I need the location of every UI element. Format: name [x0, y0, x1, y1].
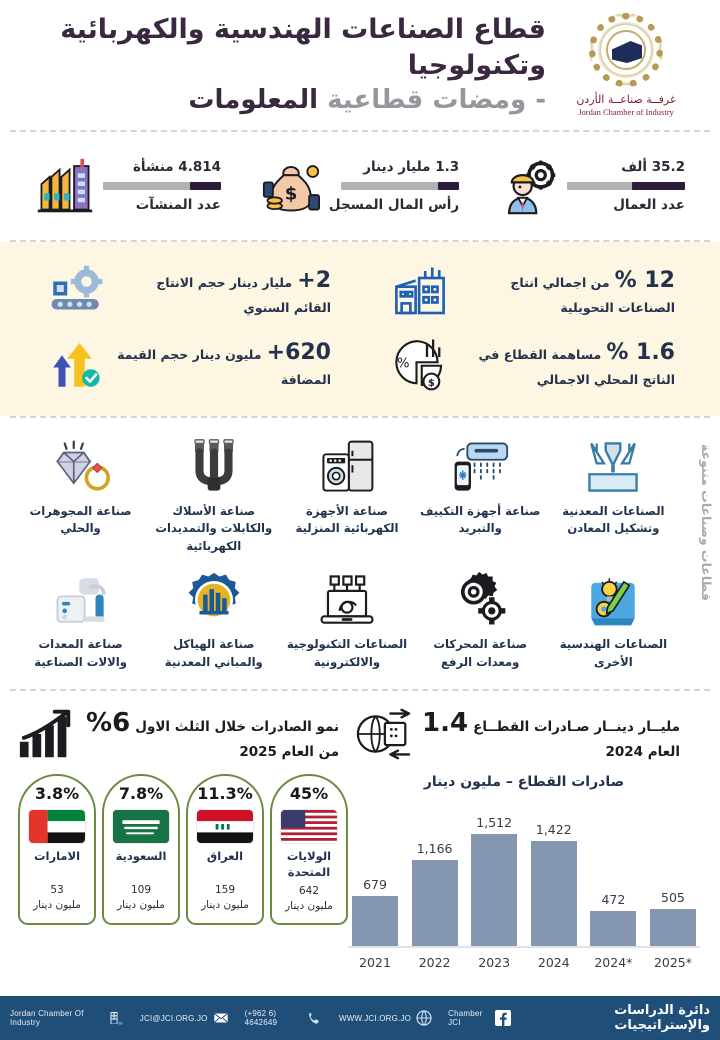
exports-total-header [348, 699, 700, 764]
engineering-design-icon [582, 571, 644, 629]
svg-text:%: % [397, 356, 410, 372]
logo-english-name: Jordan Chamber of Industry [578, 107, 674, 117]
worker-gear-icon [499, 157, 559, 215]
facebook-icon [495, 1010, 511, 1026]
uae-flag-icon [29, 810, 85, 843]
chart-bar [471, 834, 517, 946]
growth-arrows-icon [45, 336, 107, 392]
chart-bar-value: 472 [601, 892, 626, 908]
cream-num-3: 1.6 % [606, 340, 675, 366]
chart-bar [352, 896, 398, 946]
category-motors[interactable] [414, 563, 547, 679]
laptop-tech-icon [316, 571, 378, 629]
categories-row-2 [14, 563, 680, 679]
footer-item-text: Jordan Chamber Of Industry [10, 1009, 84, 1027]
footer-item[interactable] [339, 1010, 432, 1026]
title-line-1: قطاع الصناعات الهندسية والكهربائية وتكنولوجيا [60, 14, 546, 81]
stat-workers [476, 157, 708, 215]
svg-text:$: $ [428, 377, 435, 389]
chart-bar-value: 505 [661, 890, 685, 906]
cream-stat-gdp-contribution [360, 336, 704, 392]
footer-item[interactable] [245, 1009, 323, 1027]
exports-total-label: مليــار دينــار صـادرات القطــاع [473, 718, 680, 735]
cream-label-0: مليار دينار حجم الانتاج القائم السنوي [156, 275, 331, 316]
country-cards [12, 774, 348, 924]
page-footer [0, 996, 720, 1040]
country-name: العراق [206, 849, 244, 864]
country-share: 7.8% [118, 784, 164, 804]
globe-icon [416, 1010, 432, 1026]
stat-establishments [12, 157, 244, 215]
country-value: 642 مليون دينار [285, 885, 333, 912]
footer-item[interactable] [448, 1009, 511, 1027]
factory-chart-icon [389, 264, 451, 320]
chart-bars [348, 798, 700, 948]
categories-side-label: قطاعات وصناعات متنوعة [699, 444, 714, 601]
saudi-flag-icon [113, 810, 169, 843]
chart-bar-column [590, 798, 636, 946]
usa-flag-icon [281, 810, 337, 843]
chart-x-label: 2021 [359, 955, 391, 971]
chart-x-label: 2024* [594, 955, 633, 971]
growth-label: نمو الصادرات خلال الثلث الاول [135, 718, 340, 735]
logo-arabic-name: غرفــة صناعــة الأردن [576, 93, 676, 106]
footer-item-text: WWW.JCI.ORG.JO [338, 1013, 412, 1023]
category-technology[interactable] [280, 563, 413, 679]
chart-x-label: 2023 [478, 955, 511, 971]
country-name: السعودية [115, 849, 167, 864]
title-line-2-dark: المعلومات [188, 85, 319, 116]
chart-x-label: 2025* [653, 955, 692, 971]
footer-item-text: JCI@JCI.ORG.JO [139, 1013, 208, 1023]
air-conditioner-icon [449, 438, 511, 496]
category-label: صناعة المعدات والالات الصناعية [34, 637, 127, 669]
jci-logo-icon [589, 13, 663, 87]
chart-bar-column [352, 798, 398, 946]
category-air-conditioning[interactable] [414, 430, 547, 563]
cream-stat-manufacturing-share [360, 264, 704, 320]
cream-label-1: من اجمالي انتاج الصناعات التحويلية [510, 275, 675, 316]
exports-growth-header [12, 699, 348, 764]
stat-establishments-progress [103, 182, 221, 190]
chart-bar [531, 841, 577, 946]
category-metal-forming[interactable] [547, 430, 680, 563]
mail-icon [213, 1010, 229, 1026]
metal-forming-icon [582, 438, 644, 496]
stat-establishments-value: 4.814 منشأة [132, 159, 221, 175]
chart-bar-value: 1,512 [476, 815, 513, 831]
footer-contact-items [10, 1009, 511, 1027]
footer-item-text: Chamber JCI [448, 1009, 483, 1027]
title-line-2-gray: - ومضات قطاعية [327, 85, 546, 116]
stat-capital-label: رأس المال المسجل [328, 197, 460, 213]
chart-bar [590, 911, 636, 946]
category-label: الصناعات التكنولوجية والالكترونية [286, 637, 408, 669]
factory-icon [35, 157, 95, 215]
cream-row-2 [16, 328, 704, 400]
diamond-ring-icon [50, 438, 112, 496]
stat-workers-value: 35.2 ألف [621, 159, 685, 175]
category-label: صناعة الأجهزة الكهربائية المنزلية [295, 504, 399, 536]
category-label: صناعة الهياكل والمباني المعدنية [164, 637, 263, 669]
cream-num-1: 12 % [614, 268, 675, 294]
category-label: صناعة المجوهرات والحلي [29, 504, 132, 536]
category-label: صناعة المحركات ومعدات الرفع [433, 637, 528, 669]
country-name: الولايات المتحدة [286, 849, 332, 879]
svg-text:$: $ [284, 183, 298, 205]
top-stats-row [0, 132, 720, 240]
exports-countries-block [12, 699, 348, 966]
phone-icon [307, 1010, 323, 1026]
cream-row-1 [16, 256, 704, 328]
country-share: 45% [289, 784, 329, 804]
country-name: الامارات [33, 849, 81, 864]
category-jewelry[interactable] [14, 430, 147, 563]
cream-num-0: 2+ [297, 268, 331, 294]
page-header [0, 0, 720, 130]
chart-bar-column [531, 798, 577, 946]
industrial-machine-icon [50, 571, 112, 629]
gears-motor-icon [449, 571, 511, 629]
stat-workers-label: عدد العمال [613, 197, 685, 213]
categories-row-1 [14, 430, 680, 563]
footer-department: دائرة الدراسات والإستراتيجيات [614, 1003, 710, 1033]
chart-bar-value: 1,422 [535, 822, 572, 838]
stat-capital-value: 1.3 مليار دينار [363, 159, 460, 175]
chart-title: صادرات القطاع – مليون دينار [423, 774, 625, 791]
exports-section [0, 691, 720, 976]
category-label: الصناعات المعدنية وتشكيل المعادن [562, 504, 665, 536]
iraq-flag-icon [197, 810, 253, 843]
stat-capital-progress [341, 182, 459, 190]
country-share: 11.3% [197, 784, 253, 804]
page-title [14, 12, 546, 118]
growth-bar-arrow-icon [16, 708, 78, 760]
category-home-appliances[interactable] [280, 430, 413, 563]
building-icon [108, 1010, 124, 1026]
category-other-engineering[interactable] [547, 563, 680, 679]
chart-bar-column [471, 798, 517, 946]
stat-establishments-label: عدد المنشآت [135, 197, 221, 213]
country-card[interactable] [102, 774, 180, 924]
chart-bar-column [412, 798, 458, 946]
country-value: 109 مليون دينار [117, 884, 165, 911]
chart-bar [650, 909, 696, 946]
cables-icon [183, 438, 245, 496]
growth-period: من العام 2025 [239, 743, 340, 760]
country-value: 159 مليون دينار [201, 884, 249, 911]
country-card[interactable] [270, 774, 348, 924]
category-label: صناعة الأسلاك والكابلات والتمديدات الكهربائية [155, 504, 273, 553]
global-shipping-icon [352, 708, 414, 760]
growth-value: 6% [86, 707, 131, 738]
footer-item-text: (+962 6) 4642649 [244, 1009, 278, 1027]
chart-x-axis [348, 948, 700, 970]
chart-bar-value: 679 [363, 877, 387, 893]
category-steel-structures[interactable] [147, 563, 280, 679]
stat-capital [244, 157, 476, 215]
cream-label-3: مساهمة القطاع في الناتج المحلي الاجمالي [478, 347, 675, 388]
home-appliances-icon [316, 438, 378, 496]
footer-item[interactable] [140, 1010, 229, 1026]
cream-stat-annual-production [16, 264, 360, 320]
country-share: 3.8% [34, 784, 80, 804]
pie-dollar-icon [389, 336, 451, 392]
production-line-icon [45, 264, 107, 320]
chart-bar [412, 860, 458, 946]
category-industrial-machines[interactable] [14, 563, 147, 679]
chart-bar-value: 1,166 [416, 841, 453, 857]
chart-bar-column [650, 798, 696, 946]
country-value: 53 مليون دينار [33, 884, 81, 911]
production-panel [0, 242, 720, 416]
exports-chart-block [348, 699, 708, 971]
stat-workers-progress [567, 182, 685, 190]
money-bag-icon [261, 157, 321, 215]
country-card[interactable] [18, 774, 96, 924]
category-label: الصناعات الهندسية الأخرى [559, 637, 668, 669]
exports-total-value: 1.4 [422, 707, 469, 738]
footer-item[interactable] [10, 1009, 124, 1027]
exports-total-year: العام 2024 [605, 743, 680, 760]
chart-x-label: 2022 [418, 955, 451, 971]
cream-stat-value-added [16, 336, 360, 392]
chart-x-label: 2024 [537, 955, 570, 971]
exports-bar-chart [348, 798, 700, 971]
steel-structure-icon [183, 571, 245, 629]
category-cables[interactable] [147, 430, 280, 563]
logo [546, 13, 706, 117]
country-card[interactable] [186, 774, 264, 924]
cream-label-2: مليون دينار حجم القيمة المضافة [117, 347, 331, 388]
category-label: صناعة أجهزة التكييف والتبريد [419, 504, 541, 536]
categories-section [0, 418, 720, 689]
cream-num-2: 620+ [266, 340, 331, 366]
